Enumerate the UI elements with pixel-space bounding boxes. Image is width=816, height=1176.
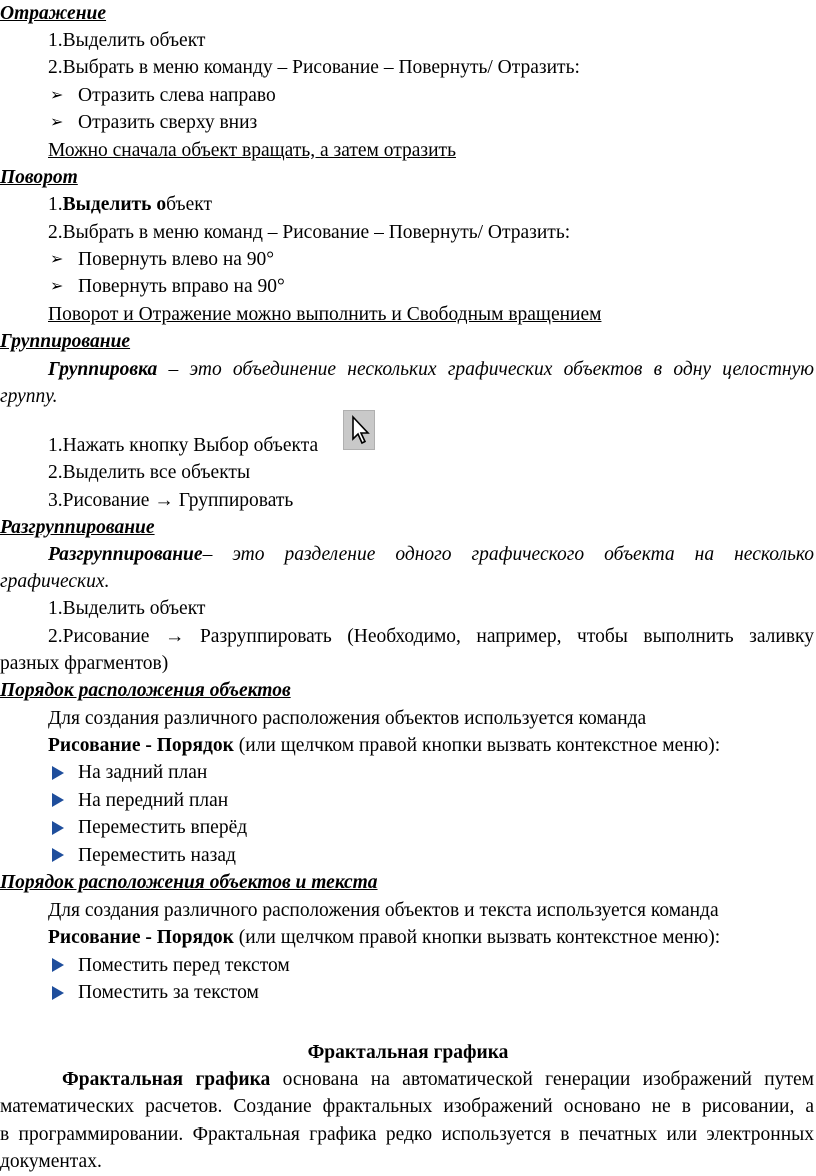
- group-def-text: – это объединение нескольких графических объектов в одну целостную: [157, 359, 814, 380]
- arrow-cursor-icon: [344, 411, 374, 449]
- heading-ungroup: Разгруппирование: [0, 517, 155, 538]
- reflect-step2: 2.Выбрать в меню команду – Рисование – Повернуть/ Отразить:: [48, 57, 580, 78]
- ungroup-step2-text: 2.Рисование → Разруппировать (Необходимо, например, чтобы выполнить заливку: [48, 626, 814, 647]
- order-command: [48, 732, 720, 759]
- rotate-step2: 2.Выбрать в меню команд – Рисование – Повернуть/ Отразить:: [48, 222, 571, 243]
- chevron-bullet-icon: ➢: [50, 276, 64, 295]
- order-command-rest: (или щелчком правой кнопки вызвать контекстное меню):: [233, 735, 721, 756]
- triangle-bullet-icon: [52, 958, 64, 972]
- order-intro: Для создания различного расположения объектов используется команда: [48, 708, 647, 729]
- rotate-step1: [48, 191, 212, 218]
- fractal-paragraph-line3: в программировании. Фрактальная графика редко используется в печатных или электронных: [0, 1124, 814, 1145]
- fractal-title: Фрактальная графика: [307, 1042, 509, 1063]
- order-bullet-4: Переместить назад: [78, 845, 236, 866]
- ungroup-step2-line2: разных фрагментов): [0, 653, 169, 674]
- order-bullet-3: Переместить вперёд: [78, 817, 248, 838]
- heading-order-text: Порядок расположения объектов и текста: [0, 872, 378, 893]
- fractal-paragraph-line4: документах.: [0, 1151, 102, 1172]
- ungroup-definition-line2: графических.: [0, 571, 110, 592]
- rotate-note: Поворот и Отражение можно выполнить и Свободным вращением: [48, 304, 602, 325]
- chevron-bullet-icon: ➢: [50, 85, 64, 104]
- order-command-bold: Рисование - Порядок: [48, 735, 234, 756]
- ungroup-def-text: – это разделение одного графического объекта на несколько: [202, 544, 814, 565]
- chevron-bullet-icon: ➢: [50, 249, 64, 268]
- group-step1: 1.Нажать кнопку Выбор объекта: [48, 435, 319, 456]
- reflect-note: Можно сначала объект вращать, а затем отразить: [48, 140, 456, 161]
- fractal-paragraph-line1: [0, 1066, 814, 1093]
- group-definition-line1: [0, 356, 814, 383]
- heading-order: Порядок расположения объектов: [0, 680, 291, 701]
- triangle-bullet-icon: [52, 848, 64, 862]
- order-text-command: [48, 924, 720, 951]
- select-objects-button: [343, 410, 375, 450]
- group-step3: 3.Рисование → Группировать: [48, 490, 294, 511]
- ungroup-def-term: Разгруппирование: [48, 544, 203, 565]
- ungroup-step1: 1.Выделить объект: [48, 598, 206, 619]
- order-text-command-bold: Рисование - Порядок: [48, 927, 234, 948]
- reflect-bullet-1: Отразить слева направо: [78, 85, 276, 106]
- order-bullet-2: На передний план: [78, 790, 229, 811]
- heading-reflect: Отражение: [0, 3, 107, 24]
- rotate-step1-rest: бъект: [166, 194, 212, 215]
- triangle-bullet-icon: [52, 986, 64, 1000]
- reflect-step1: 1.Выделить объект: [48, 30, 206, 51]
- group-step2: 2.Выделить все объекты: [48, 462, 251, 483]
- triangle-bullet-icon: [52, 766, 64, 780]
- order-bullet-1: На задний план: [78, 762, 208, 783]
- fractal-paragraph-line2: математических расчетов. Создание фрактальных изображений основано не в рисовании, а: [0, 1096, 814, 1117]
- reflect-bullet-2: Отразить сверху вниз: [78, 112, 258, 133]
- order-text-bullet-2: Поместить за текстом: [78, 982, 259, 1003]
- order-text-bullet-1: Поместить перед текстом: [78, 955, 290, 976]
- order-text-intro: Для создания различного расположения объектов и текста используется команда: [48, 900, 719, 921]
- group-def-term: Группировка: [48, 359, 158, 380]
- triangle-bullet-icon: [52, 793, 64, 807]
- ungroup-step2-line1: [0, 623, 814, 650]
- heading-rotate: Поворот: [0, 167, 78, 188]
- ungroup-definition-line1: [0, 541, 814, 568]
- rotate-step1-num: 1.: [48, 194, 63, 215]
- fractal-text-1: основана на автоматической генерации изображений путем: [270, 1069, 814, 1090]
- heading-group: Группирование: [0, 331, 131, 352]
- fractal-term: Фрактальная графика: [62, 1069, 271, 1090]
- order-text-command-rest: (или щелчком правой кнопки вызвать контекстное меню):: [233, 927, 721, 948]
- rotate-step1-bold: Выделить о: [62, 194, 167, 215]
- chevron-bullet-icon: ➢: [50, 112, 64, 131]
- group-definition-line2: группу.: [0, 386, 58, 407]
- triangle-bullet-icon: [52, 821, 64, 835]
- rotate-bullet-1: Повернуть влево на 90°: [78, 249, 275, 270]
- rotate-bullet-2: Повернуть вправо на 90°: [78, 276, 285, 297]
